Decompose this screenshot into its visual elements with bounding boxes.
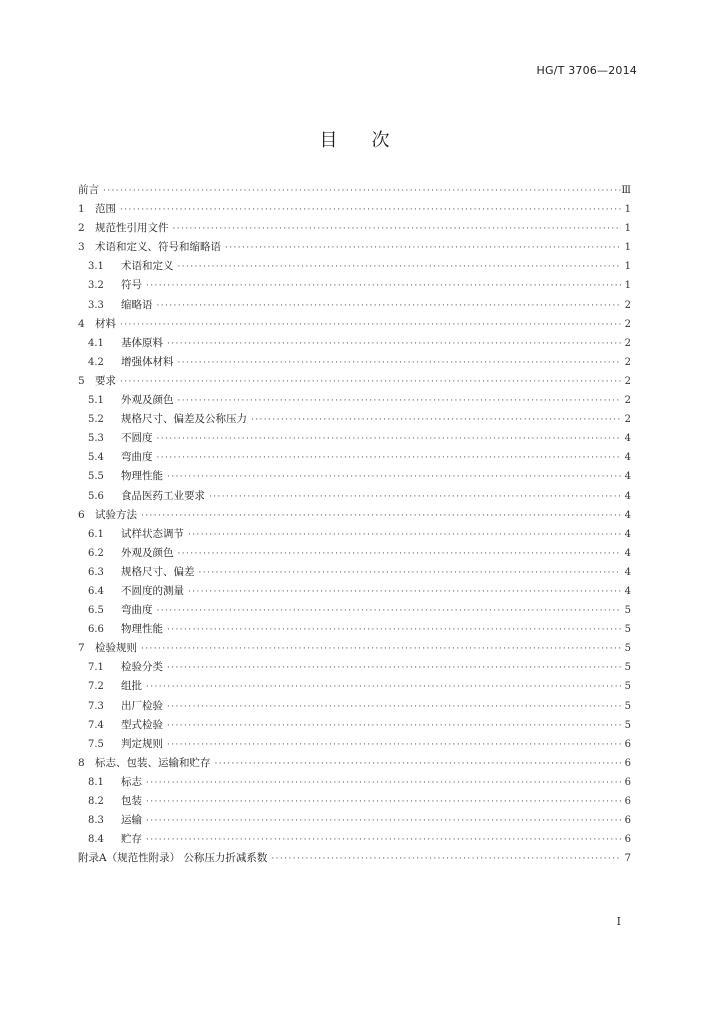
toc-entry-page: 2 [624, 318, 631, 330]
toc-entry-title: 包装 [121, 795, 142, 807]
toc-entry-number: 8.4 [88, 834, 104, 846]
dot-leader [144, 812, 621, 831]
toc-entry-page: 1 [624, 261, 631, 273]
dot-leader [213, 755, 622, 774]
toc-entry-page: 4 [624, 509, 631, 521]
toc-entry[interactable] [78, 849, 631, 868]
toc-entry-title: 运输 [121, 814, 142, 827]
toc-entry-number: 3.1 [88, 261, 104, 273]
toc-entry-number: 7.4 [88, 719, 104, 731]
dot-leader [155, 297, 622, 316]
toc-entry-title: 不圆度 [121, 432, 153, 445]
dot-leader [144, 793, 621, 812]
toc-entry-number: 4.2 [88, 356, 104, 368]
toc-entry-page: 5 [624, 719, 631, 731]
dot-leader [186, 526, 621, 545]
toc-entry[interactable] [78, 487, 631, 506]
toc-entry-page: 1 [624, 242, 631, 254]
toc-entry[interactable] [78, 582, 631, 601]
toc-entry-number: 5.2 [88, 414, 104, 426]
toc-entry-page: 2 [624, 356, 631, 368]
table-of-contents [78, 181, 631, 868]
dot-leader [144, 774, 621, 793]
toc-entry[interactable] [78, 334, 631, 353]
toc-entry-number: 8.3 [88, 815, 104, 827]
toc-entry-page: Ⅲ [621, 185, 631, 196]
toc-entry-title: 弯曲度 [121, 451, 153, 464]
toc-entry-title: 物理性能 [121, 623, 163, 636]
toc-entry-page: 4 [624, 452, 631, 464]
toc-entry-title: 材料 [95, 317, 116, 330]
toc-entry-page: 4 [624, 547, 631, 559]
toc-entry[interactable] [78, 754, 631, 773]
dot-leader [165, 717, 621, 736]
toc-entry[interactable] [78, 506, 631, 525]
dot-leader [144, 277, 621, 296]
toc-entry[interactable] [78, 372, 631, 391]
toc-entry-title: 范围 [95, 203, 116, 216]
toc-entry[interactable] [78, 773, 631, 792]
dot-leader [165, 335, 621, 354]
dot-leader [118, 201, 621, 220]
toc-entry-page: 4 [624, 471, 631, 483]
toc-entry-page: 5 [624, 605, 631, 617]
toc-entry[interactable] [78, 620, 631, 639]
toc-entry[interactable] [78, 257, 631, 276]
dot-leader [144, 831, 621, 850]
dot-leader [139, 640, 621, 659]
toc-entry-number: 1 [78, 203, 85, 216]
toc-entry[interactable] [78, 544, 631, 563]
toc-entry-title: 标志、包装、运输和贮存 [95, 756, 211, 769]
dot-leader [223, 239, 621, 258]
toc-entry[interactable] [78, 200, 631, 219]
toc-entry-number: 6.3 [88, 566, 104, 578]
toc-entry-title: 前言 [78, 184, 99, 196]
toc-entry-page: 4 [624, 490, 631, 502]
toc-entry-number: 8 [78, 756, 85, 769]
toc-entry-number: 3.3 [88, 299, 104, 311]
toc-entry-page: 1 [624, 223, 631, 235]
toc-entry-number: 5.4 [88, 452, 104, 464]
toc-entry-number: 7 [78, 642, 85, 655]
dot-leader [155, 449, 622, 468]
dot-leader [186, 583, 621, 602]
toc-entry[interactable] [78, 429, 631, 448]
dot-leader [139, 507, 621, 526]
toc-entry[interactable] [78, 735, 631, 754]
dot-leader [155, 602, 622, 621]
toc-entry-page: 2 [624, 337, 631, 349]
toc-entry-number: 7.1 [88, 662, 104, 674]
standard-code: HG/T 3706—2014 [536, 64, 637, 77]
toc-entry-number: 6.1 [88, 528, 104, 540]
toc-entry-page: 6 [624, 738, 631, 750]
toc-entry-page: 6 [624, 815, 631, 827]
toc-entry-title: 符号 [121, 279, 142, 292]
dot-leader [249, 411, 621, 430]
dot-leader [165, 736, 621, 755]
toc-entry-title: 食品医药工业要求 [121, 489, 205, 502]
dot-leader [171, 220, 622, 239]
toc-entry-page: 6 [624, 796, 631, 807]
toc-entry[interactable] [78, 276, 631, 295]
toc-entry[interactable] [78, 563, 631, 582]
toc-entry-number: 5.3 [88, 433, 104, 445]
toc-entry-number: 5.1 [88, 395, 104, 407]
toc-entry[interactable] [78, 448, 631, 467]
toc-entry-number: 6.6 [88, 624, 104, 636]
toc-entry-number: 5 [78, 374, 85, 387]
toc-entry-title: 不圆度的测量 [121, 584, 184, 597]
toc-entry[interactable] [78, 792, 631, 811]
toc-entry-title: 检验分类 [121, 661, 163, 674]
toc-entry-title: 缩略语 [121, 298, 153, 311]
toc-entry-page: 2 [624, 299, 631, 311]
toc-entry[interactable] [78, 353, 631, 372]
toc-entry-number: 6.2 [88, 547, 104, 559]
toc-entry-title: 贮存 [121, 833, 142, 846]
dot-leader [207, 488, 621, 507]
toc-entry-page: 5 [624, 643, 631, 655]
toc-entry-page: 1 [624, 280, 631, 292]
page-title: 目次 [319, 130, 424, 151]
toc-entry-number: 5.6 [88, 490, 104, 502]
toc-entry-number: 4.1 [88, 337, 104, 349]
toc-entry-title: 组批 [121, 680, 142, 693]
toc-entry-title: 规范性引用文件 [95, 222, 169, 235]
toc-entry-number: 2 [78, 222, 85, 235]
dot-leader [176, 392, 622, 411]
toc-entry-page: 4 [624, 585, 631, 597]
page-number: I [616, 915, 621, 928]
toc-entry[interactable] [78, 601, 631, 620]
toc-entry-number: 6 [78, 508, 85, 521]
dot-leader [165, 698, 621, 717]
toc-entry-page: 6 [624, 834, 631, 846]
toc-entry-page: 4 [624, 528, 631, 540]
toc-entry-title: 规格尺寸、偏差 [121, 565, 195, 578]
toc-entry[interactable] [78, 639, 631, 658]
toc-entry-number: 7.2 [88, 681, 104, 693]
toc-entry-page: 2 [624, 375, 631, 387]
toc-entry-page: 4 [624, 566, 631, 578]
dot-leader [118, 316, 621, 335]
toc-entry-number: 8.1 [88, 776, 104, 788]
toc-entry[interactable] [78, 238, 631, 257]
toc-entry-number: 6.4 [88, 585, 104, 597]
dot-leader [176, 545, 622, 564]
toc-entry[interactable] [78, 716, 631, 735]
dot-leader [269, 850, 621, 869]
toc-entry[interactable] [78, 467, 631, 486]
toc-entry-page: 1 [624, 204, 631, 216]
toc-entry-number: 7.5 [88, 738, 104, 750]
dot-leader [165, 659, 621, 678]
toc-entry[interactable] [78, 525, 631, 544]
toc-entry-number: 4 [78, 317, 85, 330]
toc-entry-title: 物理性能 [121, 470, 163, 483]
toc-entry-number: 8.2 [88, 796, 104, 807]
toc-entry-page: 2 [624, 395, 631, 407]
toc-entry[interactable] [78, 830, 631, 849]
toc-entry-title: 标志 [121, 775, 142, 788]
dot-leader [176, 354, 622, 373]
toc-entry-title: 试样状态调节 [121, 527, 184, 540]
toc-entry-number: 6.5 [88, 605, 104, 617]
toc-entry[interactable] [78, 658, 631, 677]
dot-leader [101, 182, 621, 201]
toc-entry[interactable] [78, 391, 631, 410]
toc-entry[interactable] [78, 219, 631, 238]
toc-entry-page: 4 [624, 433, 631, 445]
toc-entry-title: 试验方法 [95, 508, 137, 521]
dot-leader [144, 678, 621, 697]
toc-entry-title: 附录A（规范性附录） 公称压力折减系数 [78, 852, 268, 865]
toc-entry-page: 7 [624, 853, 631, 865]
toc-entry-page: 6 [624, 757, 631, 769]
dot-leader [165, 468, 621, 487]
toc-entry-title: 检验规则 [95, 642, 137, 655]
toc-entry[interactable] [78, 697, 631, 716]
toc-entry-title: 外观及颜色 [121, 394, 174, 407]
toc-entry[interactable] [78, 296, 631, 315]
toc-entry-title: 术语和定义、符号和缩略语 [95, 241, 221, 254]
toc-entry-title: 外观及颜色 [121, 546, 174, 559]
toc-entry-title: 弯曲度 [121, 604, 153, 617]
toc-entry[interactable] [78, 315, 631, 334]
toc-entry-title: 基体原料 [121, 336, 163, 349]
toc-entry-title: 规格尺寸、偏差及公称压力 [121, 413, 247, 426]
toc-entry-title: 出厂检验 [121, 699, 163, 712]
dot-leader [155, 430, 622, 449]
toc-entry-page: 5 [624, 700, 631, 712]
toc-entry-title: 型式检验 [121, 718, 163, 731]
toc-entry-number: 3.2 [88, 280, 104, 292]
dot-leader [197, 564, 622, 583]
toc-entry[interactable] [78, 410, 631, 429]
toc-entry-title: 增强体材料 [121, 355, 174, 368]
toc-entry-page: 6 [624, 776, 631, 788]
toc-entry-title: 判定规则 [121, 737, 163, 750]
dot-leader [118, 373, 621, 392]
toc-entry-number: 5.5 [88, 471, 104, 483]
toc-entry-page: 5 [624, 681, 631, 693]
toc-entry-number: 7.3 [88, 700, 104, 712]
toc-entry-number: 3 [78, 241, 85, 254]
dot-leader [165, 621, 621, 640]
toc-entry[interactable] [78, 811, 631, 830]
dot-leader [176, 258, 622, 277]
toc-entry-title: 术语和定义 [121, 260, 174, 273]
toc-entry[interactable] [78, 181, 631, 200]
toc-entry-title: 要求 [95, 374, 116, 387]
toc-entry-page: 2 [624, 414, 631, 426]
toc-entry-page: 5 [624, 662, 631, 674]
toc-entry[interactable] [78, 677, 631, 696]
toc-entry-page: 5 [624, 624, 631, 636]
